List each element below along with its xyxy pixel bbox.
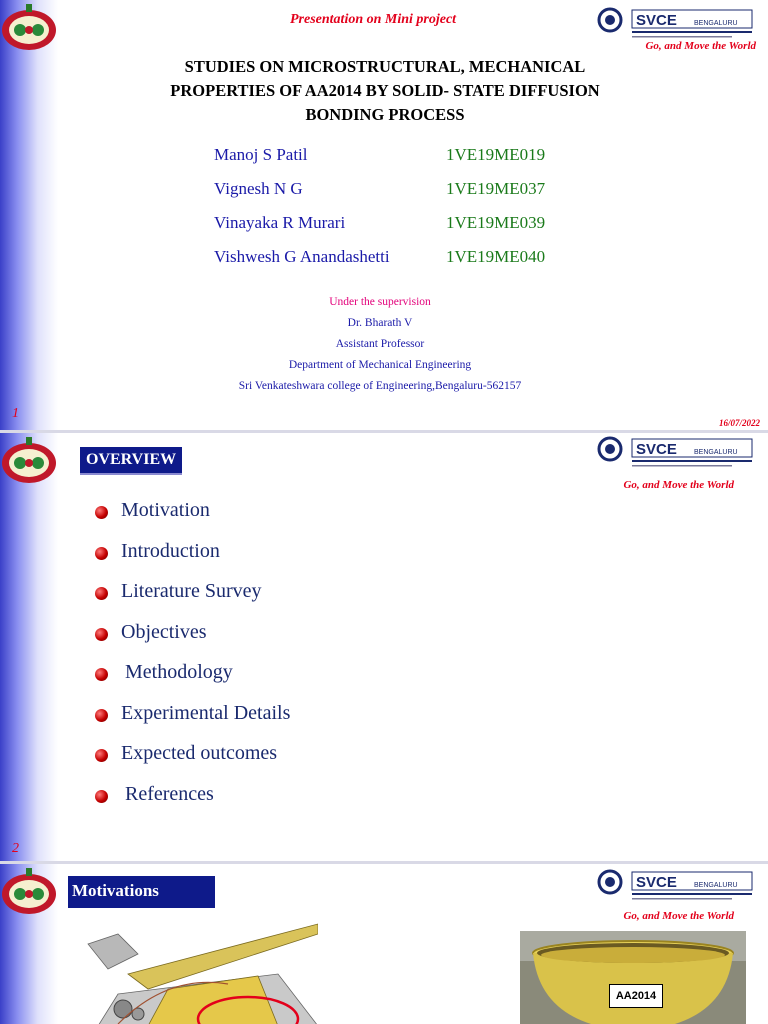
tagline: Go, and Move the World <box>645 40 756 52</box>
sidebar-gradient <box>0 433 58 861</box>
supervision-block <box>160 292 600 397</box>
member-name: Vinayaka R Murari <box>214 213 346 232</box>
supervisor-designation: Assistant Professor <box>335 338 425 350</box>
bullet-icon <box>95 709 108 722</box>
member-usn: 1VE19ME037 <box>446 179 546 198</box>
member-name: Manoj S Patil <box>214 145 308 164</box>
slide-1 <box>0 0 768 430</box>
member-row <box>214 213 574 247</box>
aa2014-hemisphere-image <box>520 931 746 1024</box>
bullet-icon <box>95 668 108 681</box>
svce-logo-name: SVCE <box>636 12 677 29</box>
svce-logo-name: SVCE <box>636 874 677 891</box>
college-emblem-icon <box>0 2 58 54</box>
svce-logo-suffix: BENGALURU <box>694 449 738 456</box>
bullet-icon <box>95 547 108 560</box>
member-name: Vignesh N G <box>214 179 303 198</box>
supervisor-name: Dr. Bharath V <box>347 317 413 329</box>
svce-logo-name: SVCE <box>636 441 677 458</box>
supervisor-department: Department of Mechanical Engineering <box>288 359 472 371</box>
member-row <box>214 179 574 213</box>
svce-logo <box>596 868 756 904</box>
slide-2: OVERVIEW SVCE BENGALURU Go, and Move the World Motivation Introduction Literature Survey Objectives Methodology Experimental Details Expected outcomes References 2 <box>0 433 768 861</box>
member-row <box>214 247 574 281</box>
college-emblem-icon <box>0 435 58 487</box>
overview-heading: OVERVIEW <box>80 447 182 475</box>
bullet-icon <box>95 628 108 641</box>
bullet-icon <box>95 587 108 600</box>
college-emblem-icon <box>0 866 58 918</box>
svce-logo <box>596 435 756 471</box>
bullet-icon <box>95 506 108 519</box>
slide-number: 1 <box>12 406 19 421</box>
member-name: Vishwesh G Anandashetti <box>214 247 390 266</box>
member-usn: 1VE19ME040 <box>446 247 546 266</box>
motivations-heading: Motivations <box>68 876 215 908</box>
title-line-2: PROPERTIES OF AA2014 BY SOLID- STATE DIFFUSION <box>170 81 600 100</box>
tagline: Go, and Move the World <box>623 910 734 922</box>
project-title <box>90 55 680 127</box>
svce-logo-suffix: BENGALURU <box>694 20 738 27</box>
member-usn: 1VE19ME039 <box>446 213 546 232</box>
title-line-3: BONDING PROCESS <box>305 105 465 124</box>
member-usn: 1VE19ME019 <box>446 145 546 164</box>
slide-number: 2 <box>12 841 19 856</box>
presentation-label: Presentation on Mini project <box>290 12 457 27</box>
bullet-icon <box>95 749 108 762</box>
presentation-date: 16/07/2022 <box>718 418 760 428</box>
aa2014-label: AA2014 <box>609 984 663 1008</box>
svce-logo-suffix: BENGALURU <box>694 882 738 889</box>
sidebar-gradient <box>0 0 58 430</box>
supervisor-college: Sri Venkateshwara college of Engineering,Bengaluru-562157 <box>238 380 522 392</box>
member-row <box>214 145 574 179</box>
slide-3 <box>0 864 768 1024</box>
aircraft-cutaway-image <box>78 914 318 1024</box>
team-members <box>214 145 574 281</box>
bullet-icon <box>95 790 108 803</box>
tagline: Go, and Move the World <box>623 479 734 491</box>
svce-logo <box>596 6 756 42</box>
title-line-1: STUDIES ON MICROSTRUCTURAL, MECHANICAL <box>184 57 586 76</box>
supervision-heading: Under the supervision <box>329 296 431 308</box>
